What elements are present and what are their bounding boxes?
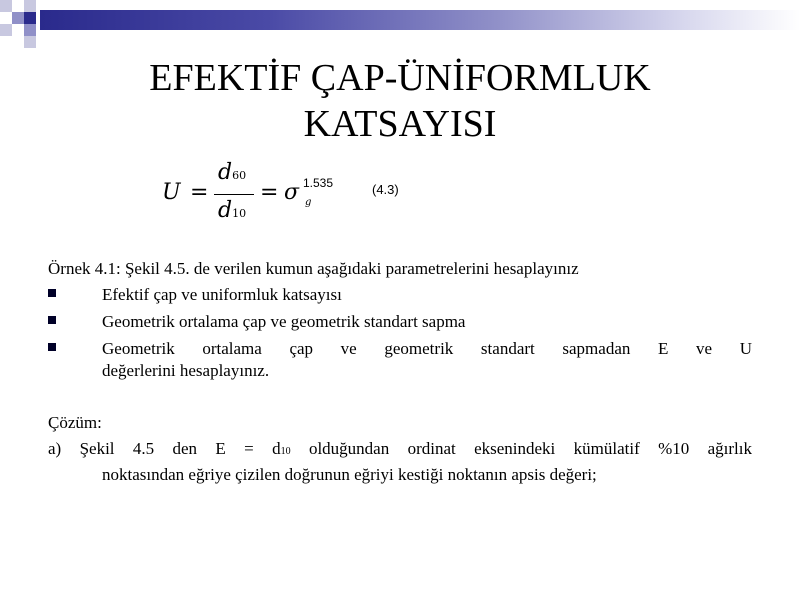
example-intro: Örnek 4.1: Şekil 4.5. de verilen kumun aşağıdaki parametrelerini hesaplayınız [48, 259, 579, 278]
bullet-item-1: Efektif çap ve uniformluk katsayısı [102, 285, 342, 304]
header-gradient-band [40, 10, 800, 30]
deco-square [24, 0, 36, 12]
fraction-bar [214, 194, 254, 195]
bullet-item-2: Geometrik ortalama çap ve geometrik standart sapma [102, 312, 466, 331]
title-line-2: KATSAYISI [303, 103, 497, 145]
formula-number: (4.3) [372, 182, 399, 197]
formula-lhs: U [162, 180, 181, 205]
solution-subscript: 10 [280, 446, 291, 457]
bullet-square-icon [48, 289, 56, 297]
bullet-square-icon [48, 316, 56, 324]
formula-sigma-exponent: 1.535 [303, 176, 334, 190]
formula-sigma-subscript: g [305, 197, 312, 208]
deco-square [0, 12, 12, 24]
deco-square [24, 24, 36, 36]
deco-square [24, 12, 36, 24]
formula-numerator: d60 [218, 160, 247, 185]
slide-title [0, 55, 800, 147]
deco-square [24, 36, 36, 48]
deco-square [0, 0, 12, 12]
solution-line-2: noktasından eğriye çizilen doğrunun eğriyi kestiği noktanın apsis değeri; [102, 465, 597, 484]
formula-sigma: σ [284, 180, 300, 205]
solution-label: Çözüm: [48, 413, 102, 432]
formula-equals-2: = [260, 180, 279, 205]
deco-square [12, 12, 24, 24]
formula-equals-1: = [190, 180, 209, 205]
bullet-square-icon [48, 343, 56, 351]
formula-4-3 [160, 160, 520, 240]
deco-square [12, 24, 24, 36]
bullet-item-3-line-1: Geometrik ortalama çap ve geometrik standart sapmadan E ve U [102, 339, 752, 358]
deco-square [12, 0, 24, 12]
deco-square [0, 24, 12, 36]
solution-line-1: a) Şekil 4.5 den E = d10 olduğundan ordinat eksenindeki kümülatif %10 ağırlık [48, 439, 752, 458]
title-line-1: EFEKTİF ÇAP-ÜNİFORMLUK [149, 57, 651, 99]
bullet-item-3-line-2: değerlerini hesaplayınız. [102, 361, 270, 380]
formula-denominator: d10 [218, 198, 247, 223]
